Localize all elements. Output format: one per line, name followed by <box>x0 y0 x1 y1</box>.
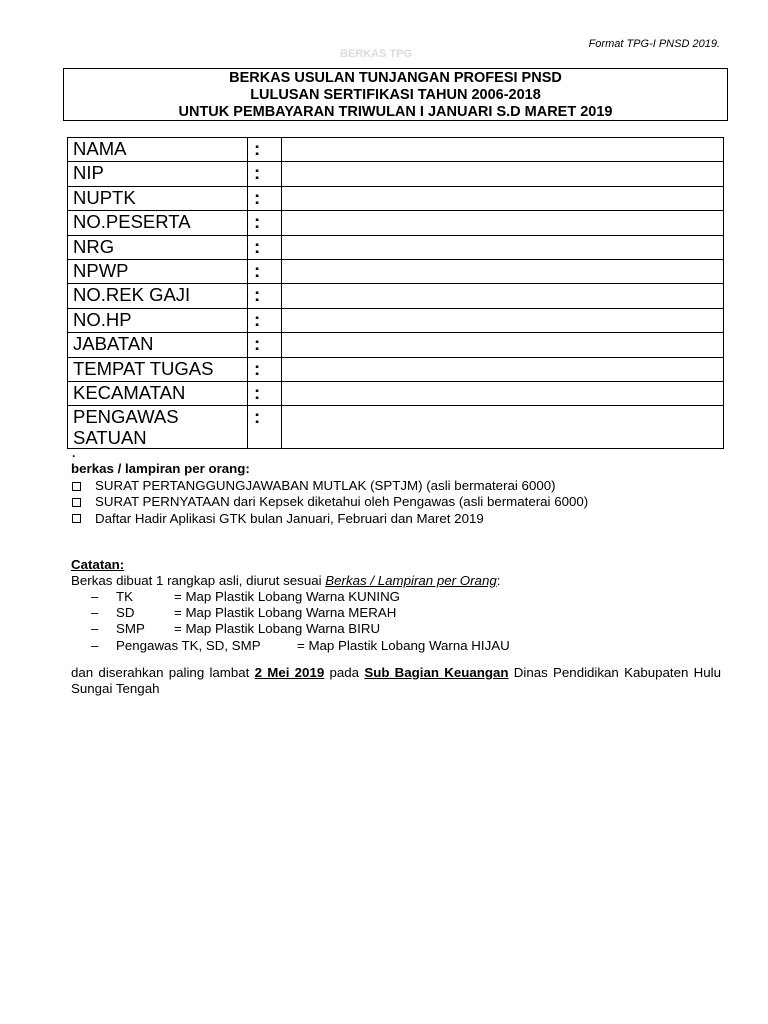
stray-mark: . <box>72 446 76 460</box>
level-code: TK <box>116 589 133 604</box>
form-row-nip <box>68 162 724 186</box>
closing-text: dan diserahkan paling lambat <box>71 665 255 680</box>
field-colon: : <box>248 235 282 259</box>
document-title <box>63 68 728 121</box>
field-label: NAMA <box>68 138 248 162</box>
field-colon: : <box>248 284 282 308</box>
form-row-npwp <box>68 259 724 283</box>
field-colon: : <box>248 162 282 186</box>
folder-description: = Map Plastik Lobang Warna KUNING <box>174 589 401 604</box>
field-value[interactable] <box>282 357 724 381</box>
format-note: Format TPG-I PNSD 2019. <box>588 38 720 50</box>
checklist-item <box>71 494 721 510</box>
field-label: NPWP <box>68 259 248 283</box>
notes-intro-suffix: : <box>496 573 501 588</box>
office-name: Sub Bagian Keuangan <box>364 665 509 680</box>
dash-bullet: – <box>91 605 99 621</box>
form-row-no-rek-gaji <box>68 284 724 308</box>
field-colon: : <box>248 308 282 332</box>
attachments-title: berkas / lampiran per orang: <box>71 461 250 476</box>
identity-form-table <box>67 137 724 449</box>
field-colon: : <box>248 138 282 162</box>
checklist-item <box>71 478 721 494</box>
folder-color-list <box>71 589 721 654</box>
dash-bullet: – <box>91 621 99 637</box>
closing-text: pada <box>324 665 365 680</box>
field-value[interactable] <box>282 381 724 405</box>
form-row-no-hp <box>68 308 724 332</box>
checklist-item <box>71 511 721 527</box>
watermark: BERKAS TPG <box>340 48 413 60</box>
folder-description: = Map Plastik Lobang Warna MERAH <box>174 605 397 621</box>
field-label: TEMPAT TUGAS <box>68 357 248 381</box>
dash-bullet: – <box>91 589 99 604</box>
field-value[interactable] <box>282 162 724 186</box>
field-colon: : <box>248 357 282 381</box>
field-value[interactable] <box>282 333 724 357</box>
form-row-nama <box>68 138 724 162</box>
checklist-item-label: SURAT PERNYATAAN dari Kepsek diketahui oleh Pengawas (asli bermaterai 6000) <box>95 494 589 510</box>
field-value[interactable] <box>282 211 724 235</box>
field-label: NRG <box>68 235 248 259</box>
field-value[interactable] <box>282 138 724 162</box>
field-value[interactable] <box>282 259 724 283</box>
notes-intro-reference: Berkas / Lampiran per Orang <box>325 573 497 588</box>
field-label: NUPTK <box>68 186 248 210</box>
field-value[interactable] <box>282 235 724 259</box>
field-colon: : <box>248 259 282 283</box>
notes-title: Catatan: <box>71 557 125 572</box>
form-row-jabatan <box>68 333 724 357</box>
list-item <box>71 621 721 637</box>
field-label: NO.PESERTA <box>68 211 248 235</box>
level-code: Pengawas TK, SD, SMP <box>116 637 261 653</box>
notes-intro-text: Berkas dibuat 1 rangkap asli, diurut sesuai <box>71 573 326 588</box>
deadline-date: 2 Mei 2019 <box>254 665 325 680</box>
list-item <box>71 589 721 605</box>
field-label: JABATAN <box>68 333 248 357</box>
title-line-1: BERKAS USULAN TUNJANGAN PROFESI PNSD <box>229 70 562 86</box>
level-code: SD <box>116 605 135 621</box>
field-value[interactable] <box>282 406 724 449</box>
folder-description: = Map Plastik Lobang Warna HIJAU <box>297 637 510 653</box>
field-label: PENGAWAS SATUAN <box>68 406 248 449</box>
folder-description: = Map Plastik Lobang Warna BIRU <box>174 621 381 637</box>
field-colon: : <box>248 333 282 357</box>
field-value[interactable] <box>282 284 724 308</box>
field-value[interactable] <box>282 186 724 210</box>
level-code: SMP <box>116 621 145 637</box>
form-row-nrg <box>68 235 724 259</box>
dash-bullet: – <box>91 637 99 653</box>
title-line-2: LULUSAN SERTIFIKASI TAHUN 2006-2018 <box>250 87 541 103</box>
field-value[interactable] <box>282 308 724 332</box>
field-colon: : <box>248 186 282 210</box>
closing-text: Dinas Pendidikan Kabupaten Hulu Sungai Tengah <box>71 665 721 697</box>
list-item <box>71 605 721 621</box>
form-row-pengawas-satuan <box>68 406 724 449</box>
checklist-item-label: SURAT PERTANGGUNGJAWABAN MUTLAK (SPTJM) (asli bermaterai 6000) <box>95 478 556 494</box>
field-colon: : <box>248 211 282 235</box>
field-label: NIP <box>68 162 248 186</box>
field-colon: : <box>248 381 282 405</box>
checkbox-icon[interactable] <box>72 514 81 523</box>
checkbox-icon[interactable] <box>72 498 81 507</box>
field-label: NO.HP <box>68 308 248 332</box>
checkbox-icon[interactable] <box>72 482 81 491</box>
checklist-item-label: Daftar Hadir Aplikasi GTK bulan Januari, Februari dan Maret 2019 <box>95 510 484 526</box>
field-label: NO.REK GAJI <box>68 284 248 308</box>
form-row-kecamatan <box>68 381 724 405</box>
form-row-tempat-tugas <box>68 357 724 381</box>
form-row-no-peserta <box>68 211 724 235</box>
title-line-3: UNTUK PEMBAYARAN TRIWULAN I JANUARI S.D MARET 2019 <box>178 104 613 120</box>
form-row-nuptk <box>68 186 724 210</box>
closing-paragraph <box>71 665 721 697</box>
field-label: KECAMATAN <box>68 381 248 405</box>
attachments-checklist <box>71 478 721 527</box>
notes-intro <box>71 573 721 589</box>
list-item <box>71 638 721 654</box>
field-colon: : <box>248 406 282 449</box>
